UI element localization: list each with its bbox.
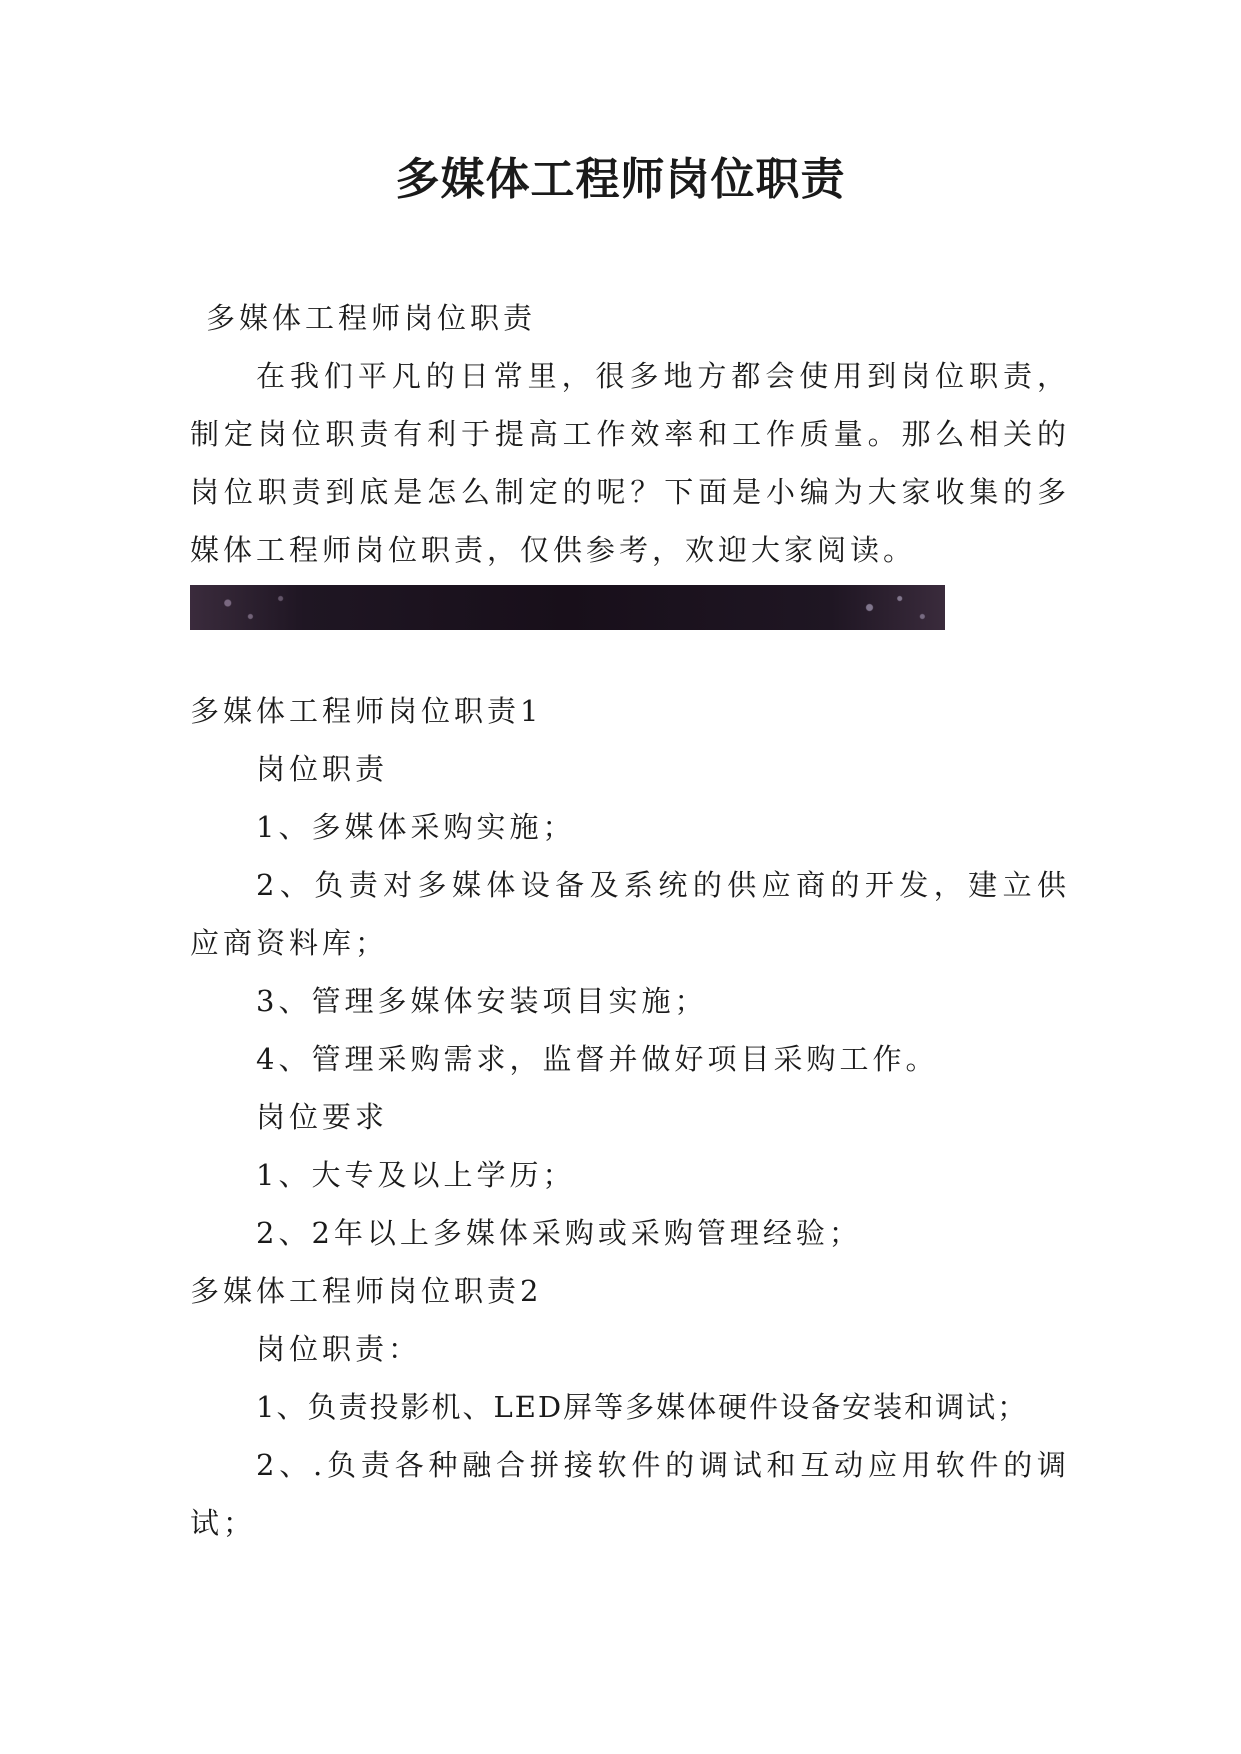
section-heading-1: 多媒体工程师岗位职责1	[190, 694, 543, 728]
subtitle: 多媒体工程师岗位职责	[206, 301, 537, 335]
duty-item: 2、负责对多媒体设备及系统的供应商的开发，建立供应商资料库；	[190, 868, 1070, 960]
duties-label-2: 岗位职责：	[256, 1332, 422, 1366]
duty-item: 1、负责投影机、LED屏等多媒体硬件设备安装和调试；	[256, 1390, 1029, 1424]
page-title: 多媒体工程师岗位职责	[395, 154, 846, 205]
requirement-item: 1、大专及以上学历；	[256, 1158, 576, 1192]
duty-item: 4、管理采购需求，监督并做好项目采购工作。	[256, 1042, 939, 1076]
duties-label-1: 岗位职责	[256, 752, 389, 786]
duty-item: 1、多媒体采购实施；	[256, 810, 576, 844]
requirement-item: 2、2年以上多媒体采购或采购管理经验；	[256, 1216, 862, 1250]
document-body	[190, 289, 1070, 1552]
section-heading-2: 多媒体工程师岗位职责2	[190, 1274, 543, 1308]
duty-item: 2、.负责各种融合拼接软件的调试和互动应用软件的调试；	[190, 1448, 1070, 1540]
intro-paragraph: 在我们平凡的日常里，很多地方都会使用到岗位职责，制定岗位职责有利于提高工作效率和工作质量。那么相关的岗位职责到底是怎么制定的呢？下面是小编为大家收集的多媒体工程师岗位职责，仅供参考，欢迎大家阅读。	[190, 359, 1070, 567]
requirements-label-1: 岗位要求	[256, 1100, 389, 1134]
duty-item: 3、管理多媒体安装项目实施；	[256, 984, 708, 1018]
decorative-banner-image	[190, 585, 945, 630]
